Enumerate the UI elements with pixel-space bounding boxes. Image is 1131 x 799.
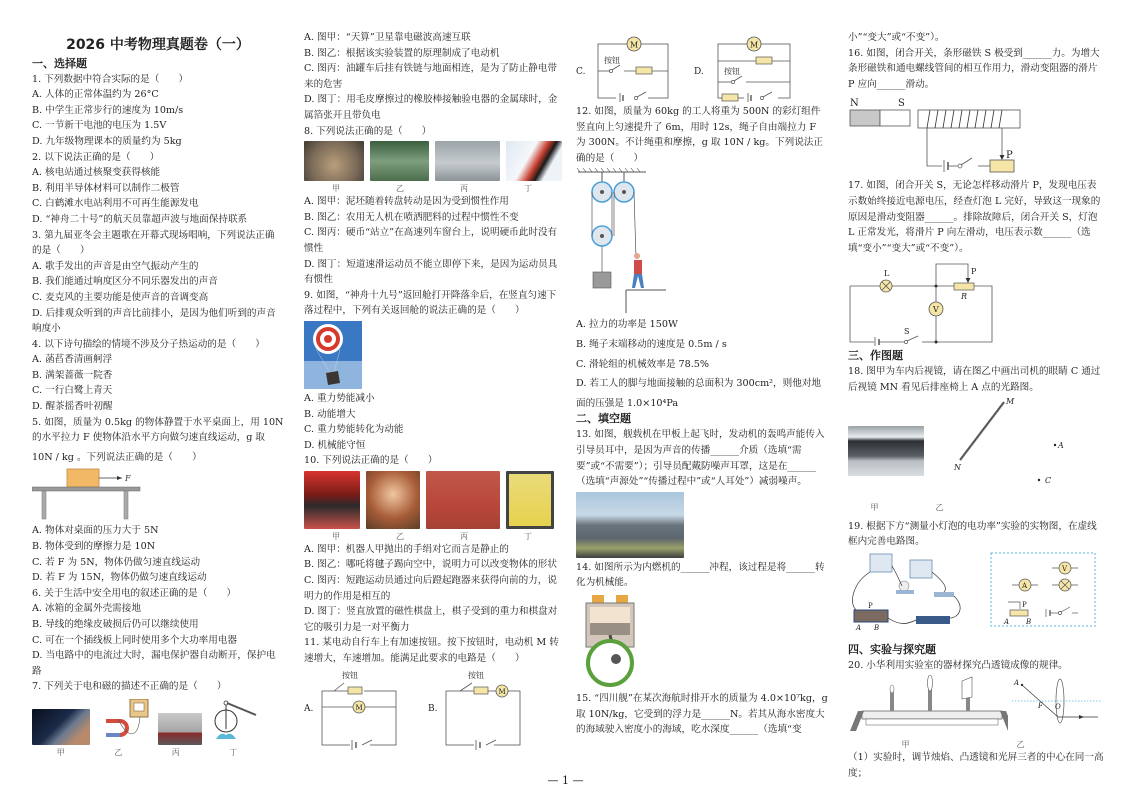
- svg-text:按钮: 按钮: [604, 56, 620, 65]
- svg-text:B.: B.: [428, 703, 438, 714]
- q7-option-c: C. 图丙：油罐车后挂有铁链与地面相连，是为了防止静电带来的危害: [304, 63, 557, 90]
- q15-continuation: 小”“变大”或“不变”）。: [848, 32, 945, 43]
- svg-text:按钮: 按钮: [724, 67, 740, 76]
- option-d: D. 若工人的脚与地面接触的总面积为 300cm²，则他对地: [576, 378, 822, 390]
- svg-text:N: N: [850, 98, 859, 110]
- svg-text:B: B: [874, 623, 880, 630]
- section-heading-drawing: 三、作图题: [848, 349, 903, 363]
- question-stem: 1. 下列数据中符合实际的是（ ）: [32, 73, 189, 85]
- table-block-figure: [32, 467, 284, 521]
- question-19: [848, 519, 1104, 632]
- coin-train-image: [435, 141, 500, 181]
- option-b: B. 绳子末端移动的速度是 0.5m / s: [576, 338, 727, 350]
- svg-text:S: S: [898, 98, 905, 110]
- lens-experiment-figure: [848, 675, 1104, 737]
- option-d-cont: 面的压强是 1.0×10⁴Pa: [576, 397, 679, 409]
- question-stem: 7. 下列关于电和磁的描述不正确的是（ ）: [32, 681, 227, 693]
- q7-option-d: D. 图丁：用毛皮摩擦过的橡胶棒接触验电器的金属球时，金属箔张开且带负电: [304, 94, 558, 121]
- column-4: [848, 30, 1104, 782]
- question-stem: 20. 小华利用实验室的器材探究凸透镜成像的规律。: [848, 659, 1068, 671]
- parachute-image: [304, 321, 562, 389]
- question-stem: 3. 第九届亚冬会主题歌在开幕式现场唱响，下列说法正确的是（ ）: [32, 229, 275, 257]
- mirror-diagram: [944, 398, 1084, 498]
- satellite-image: [32, 709, 90, 745]
- svg-text:O: O: [1055, 703, 1061, 712]
- nezha-image: [366, 471, 420, 529]
- lamp-voltmeter-circuit-figure: [848, 258, 1104, 346]
- svg-text:A: A: [1004, 617, 1010, 626]
- question-stem: 16. 如图，闭合开关，条形磁铁 S 极受到______力。为增大条形磁铁和通电螺线管间的相互作用力，滑动变阻器的滑片 P 应向______滑动。: [848, 47, 1100, 90]
- circuit-option-c: [576, 22, 676, 102]
- option-d: D. 若 F 为 15N，物体仍做匀速直线运动: [32, 572, 207, 584]
- question-stem: 8. 下列说法正确的是（ ）: [304, 125, 432, 137]
- option-c: C. 白鹤滩水电站利用不可再生能源发电: [32, 198, 199, 210]
- physical-circuit: [848, 552, 968, 630]
- option-c: C. 滑轮组的机械效率是 78.5%: [576, 358, 709, 370]
- option-d: D. 后排观众听到的声音比前排小，是因为他们听到的声音响度小: [32, 307, 276, 335]
- option-c: C. 若 F 为 5N，物体仍做匀速直线运动: [32, 556, 201, 568]
- column-1: [32, 0, 284, 758]
- option-b: B. 我们能通过响度区分不同乐器发出的声音: [32, 276, 218, 288]
- option-a: A. 拉力的功率是 150W: [576, 319, 678, 331]
- solenoid-magnet-figure: [848, 94, 1104, 176]
- option-a: A. 人体的正常体温约为 26°C: [32, 89, 159, 101]
- question-11: [304, 635, 562, 750]
- option-b: B. 利用半导体材料可以制作二极管: [32, 182, 180, 194]
- option-b: B. 中学生正常步行的速度为 10m/s: [32, 104, 184, 116]
- q10-captions: 甲 乙 丙 丁: [332, 531, 532, 541]
- question-stem: 4. 以下诗句描绘的情境不涉及分子热运动的是（ ）: [32, 338, 265, 350]
- question-stem-cont: 10N / kg 。下列说法正确的是（ ）: [32, 451, 202, 463]
- option-d: D. 图丁：短道速滑运动员不能立即停下来，是因为运动员具有惯性: [304, 258, 558, 286]
- question-stem: 13. 如图，舰载机在甲板上起飞时，发动机的轰鸣声能传入引导员耳中，是因为声音的传播______介质（选填“需要”或“不需要”）；引导员配戴防噪声耳罩，这是在______（选填“声源处”“传播过程中”或“人耳处”）减弱噪声。: [576, 429, 825, 488]
- q18-captions: 甲 乙: [870, 502, 944, 512]
- question-stem: 6. 关于生活中安全用电的叙述正确的是（ ）: [32, 587, 237, 599]
- mirror-photo: [848, 426, 924, 476]
- power-experiment-figure: [848, 552, 1104, 632]
- question-1: [32, 72, 284, 150]
- svg-text:V: V: [1062, 564, 1068, 573]
- question-stem: 10. 下列说法正确的是（ ）: [304, 455, 438, 467]
- option-b: B. 图乙：农用无人机在喷洒肥料的过程中惯性不变: [304, 211, 519, 223]
- question-stem: 2. 以下说法正确的是（ ）: [32, 151, 160, 163]
- question-3: [32, 228, 284, 337]
- q7-captions: 甲 乙 丙 丁: [56, 747, 238, 757]
- pottery-image: [304, 141, 364, 181]
- question-15: [576, 691, 828, 738]
- question-stem: 11. 某电动自行车上有加速按钮。按下按钮时，电动机 M 转速增大，车速增加。能满足此要求的电路是（ ）: [304, 637, 559, 665]
- question-17: [848, 178, 1104, 346]
- question-stem: 15. “四川舰”在某次海航时排开水的质量为 4.0×10⁷kg，g 取 10N/kg，它受到的浮力是______N。若其从海水密度大的海域驶入密度小的海域，吃水深度______（选填“变: [576, 692, 828, 736]
- magnet-galvanometer-figure: [98, 699, 150, 745]
- question-20: [848, 658, 1104, 782]
- section-heading-choice: 一、选择题: [32, 56, 87, 70]
- option-c: C. 重力势能转化为动能: [304, 424, 404, 436]
- svg-text:A: A: [1022, 581, 1028, 590]
- question-9: [304, 288, 562, 454]
- svg-text:F: F: [1038, 702, 1043, 711]
- option-b: B. 图乙：哪吒将毽子踢向空中，说明力可以改变物体的形状: [304, 559, 557, 571]
- section-heading-fill: 二、填空题: [576, 412, 631, 426]
- svg-text:M: M: [750, 40, 759, 50]
- sprinters-image: [426, 471, 500, 529]
- question-14: [576, 560, 828, 689]
- question-7: [32, 679, 284, 758]
- q11-circuits-ab: [304, 669, 562, 751]
- svg-text:L: L: [884, 269, 890, 279]
- option-b: B. 物体受到的摩擦力是 10N: [32, 541, 156, 553]
- question-4: [32, 337, 284, 415]
- svg-text:M: M: [498, 687, 506, 696]
- question-12: [576, 104, 828, 411]
- column-2: [304, 30, 562, 753]
- rearview-mirror-figure: [848, 398, 1104, 500]
- page-title: 2026 中考物理真题卷（一）: [66, 37, 250, 53]
- question-stem: 9. 如图，“神舟十九号”返回舱打开降落伞后，在竖直匀速下落过程中，下列有关返回舱的说法正确的是（ ）: [304, 289, 557, 317]
- option-a: A. 菡萏香清画舸浮: [32, 354, 113, 366]
- option-c: C. 麦克风的主要功能是使声音的音调变高: [32, 291, 209, 303]
- svg-text:A: A: [1014, 679, 1020, 688]
- circuit-option-b: [428, 669, 538, 751]
- svg-text:P: P: [1022, 600, 1027, 609]
- speed-skater-image: [506, 141, 562, 181]
- question-5: [32, 415, 284, 586]
- svg-text:M: M: [630, 40, 639, 50]
- q7-option-b: B. 图乙：根据该实验装置的原理制成了电动机: [304, 47, 500, 59]
- circuit-option-d: [694, 22, 814, 102]
- q11-circuits-cd: [576, 22, 828, 102]
- option-d: D. 机械能守恒: [304, 439, 366, 451]
- ray-diagram: [1012, 675, 1102, 735]
- question-stem: 14. 如图所示为内燃机的______冲程，该过程是将______转化为机械能。: [576, 561, 825, 589]
- question-stem: 5. 如图，质量为 0.5kg 的物体静置于水平桌面上，用 10N 的水平拉力 F 使物体沿水平方向做匀速直线运动，g 取: [32, 416, 284, 444]
- question-stem: 12. 如图，质量为 60kg 的工人将重为 500N 的彩灯组件竖直向上匀速提升了 6m，用时 12s，绳子自由端拉力 F 为 300N。不计绳重和摩擦，g 取 10N / kg。下列说法正确的是（ ）: [576, 106, 823, 164]
- svg-text:C: C: [1045, 475, 1052, 485]
- q7-figures: [32, 699, 284, 745]
- question-stem: 17. 如图，闭合开关 S，无论怎样移动滑片 P，发现电压表示数始终接近电源电压，经查灯泡 L 完好，导致这一现象的原因是滑动变阻器______。排除故障后，闭合开关 S，灯泡 L 正常发光，将滑片 P 向左滑动，电压表示数______（选填“变小”“变大”或“不变”）。: [848, 180, 1101, 254]
- svg-text:按钮: 按钮: [342, 670, 358, 680]
- svg-text:N: N: [954, 462, 961, 472]
- option-c: C. 可在一个插线板上同时使用多个大功率用电器: [32, 634, 237, 646]
- magnetic-chessboard-image: [506, 471, 554, 529]
- q10-photos: [304, 471, 562, 529]
- option-a: A. 图甲：泥坯随着转盘转动是因为受到惯性作用: [304, 196, 509, 208]
- option-a: A. 歌手发出的声音是由空气振动产生的: [32, 260, 199, 272]
- svg-text:P: P: [868, 601, 873, 610]
- option-d: D. 图丁：竖直放置的磁性棋盘上，棋子受到的重力和棋盘对它的吸引力是一对平衡力: [304, 606, 558, 633]
- option-c: C. 图丙：硬币“站立”在高速列车窗台上，说明硬币此时没有惯性: [304, 227, 558, 254]
- section-heading-experiment: 四、实验与探究题: [848, 642, 936, 656]
- electroscope-figure: [210, 699, 258, 745]
- pulley-worker-figure: [576, 168, 828, 313]
- svg-text:S: S: [904, 327, 910, 337]
- question-13: [576, 427, 828, 559]
- question-10: [304, 453, 562, 635]
- option-d: D. 醒茶摇香叶初醒: [32, 401, 113, 413]
- svg-text:A.: A.: [304, 703, 314, 714]
- dashed-answer-box: [990, 552, 1096, 628]
- option-a: A. 核电站通过核聚变获得核能: [32, 167, 161, 179]
- question-stem: 19. 根据下方“测量小灯泡的电功率”实验的实物图，在虚线框内完善电路图。: [848, 520, 1097, 548]
- engine-stroke-figure: [576, 593, 828, 689]
- column-3: [576, 20, 828, 738]
- option-a: A. 重力势能减小: [304, 392, 375, 404]
- question-2: [32, 150, 284, 228]
- question-6: [32, 586, 284, 680]
- svg-text:V: V: [933, 305, 939, 315]
- q20-captions: 甲 乙: [901, 740, 1025, 750]
- svg-text:F: F: [125, 474, 131, 484]
- question-18: [848, 364, 1104, 512]
- carrier-jet-image: [576, 492, 684, 558]
- robot-dance-image: [304, 471, 360, 529]
- q7-option-a: A. 图甲：“天算”卫星靠电磁波高速互联: [304, 32, 471, 43]
- option-b: B. 动能增大: [304, 408, 356, 420]
- question-stem: 18. 图甲为车内后视镜，请在图乙中画出司机的眼睛 C 通过后视镜 MN 看见后排座椅上 A 点的光路图。: [848, 366, 1101, 393]
- option-a: A. 冰箱的金属外壳需接地: [32, 603, 141, 615]
- q20-part-1: （1）实验时，调节烛焰、凸透镜和光屏三者的中心在同一高度；: [848, 752, 1104, 779]
- svg-text:D.: D.: [694, 67, 704, 77]
- q8-captions: 甲 乙 丙 丁: [332, 184, 532, 194]
- question-8: [304, 124, 562, 288]
- option-d: D. 九年级物理课本的质量约为 5kg: [32, 135, 182, 147]
- option-d: D. “神舟二十号”的航天员靠超声波与地面保持联系: [32, 213, 248, 225]
- option-d: D. 当电路中的电流过大时，漏电保护器自动断开，保护电路: [32, 650, 276, 677]
- svg-text:C.: C.: [576, 67, 586, 77]
- option-a: A. 图甲：机器人甲抛出的手绢对它而言是静止的: [304, 543, 509, 555]
- option-c: C. 一行白鹭上青天: [32, 385, 113, 397]
- option-b: B. 满架蔷薇一院香: [32, 369, 113, 381]
- svg-text:P: P: [1006, 150, 1013, 162]
- optical-bench: [848, 675, 1008, 735]
- svg-text:B: B: [1026, 617, 1032, 626]
- svg-text:M: M: [355, 703, 363, 712]
- option-b: B. 导线的绝缘皮破损后仍可以继续使用: [32, 619, 199, 630]
- svg-text:M: M: [1006, 397, 1015, 406]
- svg-text:A: A: [1058, 440, 1064, 450]
- option-c: C. 一节新干电池的电压为 1.5V: [32, 120, 167, 132]
- option-c: C. 图丙：短跑运动员通过向后蹬起跑器来获得向前的力，说明力的作用是相互的: [304, 575, 557, 602]
- option-a: A. 物体对桌面的压力大于 5N: [32, 525, 159, 537]
- circuit-option-a: [304, 669, 414, 751]
- svg-text:R: R: [961, 292, 968, 302]
- drone-image: [370, 141, 430, 181]
- q8-photos: [304, 141, 562, 181]
- tanker-truck-image: [158, 713, 202, 745]
- page-number: — 1 —: [547, 774, 584, 787]
- svg-text:P: P: [971, 267, 977, 277]
- svg-text:A: A: [856, 623, 862, 630]
- question-16: [848, 46, 1104, 177]
- svg-text:按钮: 按钮: [468, 670, 484, 680]
